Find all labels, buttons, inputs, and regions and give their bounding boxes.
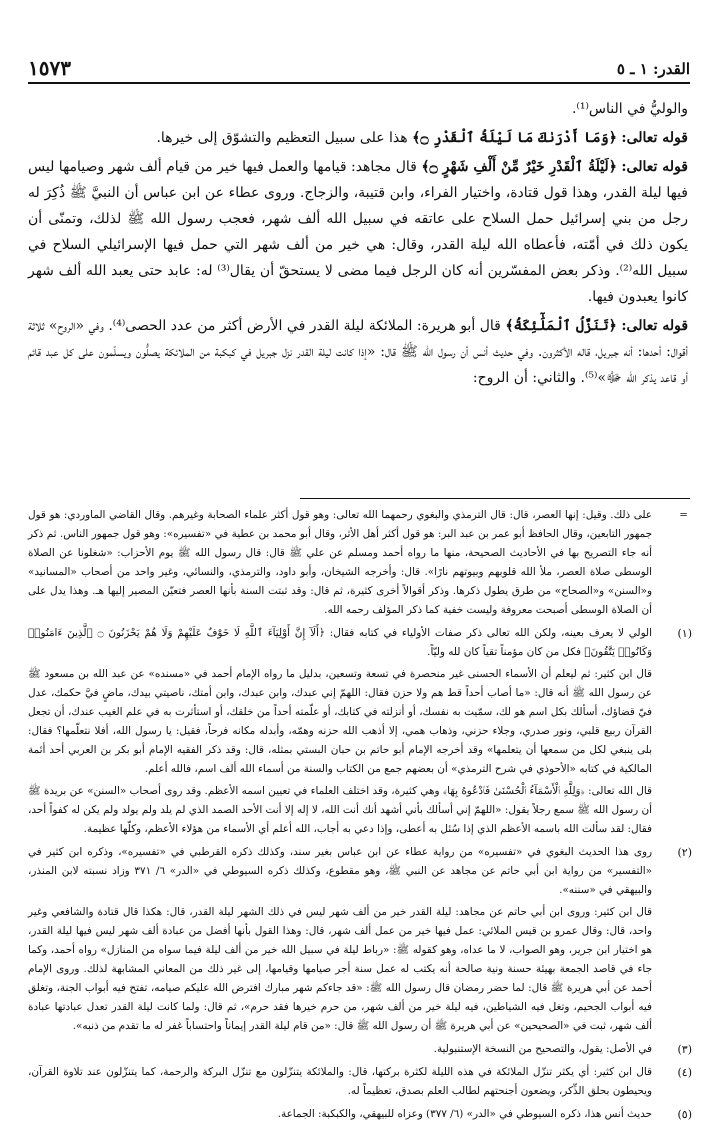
paragraph-0: والوليُّ في الناس⁽¹⁾.: [571, 101, 688, 117]
footnote-number: (٢): [677, 846, 692, 859]
footnote-1: (١) الولي لا يعرف بعينه، ولكن الله تعالى ذكر صفات الأولياء في كتابه فقال: ﴿أَلَآ إِنَّ أَوْلِيَآءَ ٱللَّهِ لَا خَوْفٌ عَلَيْهِمْ وَلَا هُمْ يَحْزَنُونَ ۝ ٱلَّذِينَ ءَامَنُوا۟ وَكَانُوا۟ يَتَّقُونَ﴾ فكل من كان مؤمناً تقياً كان لله وليّاً. قال ابن كثير: ثم ليعلم أن الأسماء الحسنى غير منحصرة في تسعة وتسعين، بدليل ما رواه الإمام أحمد في «مسنده» عن عبد الله بن مسعود ﷺ عن رسول الله ﷺ أنه قال: «ما أصاب أحداً قط هم ولا حزن فقال: اللهمّ إني عبدك، وابن عبدك، وابن أمتك، ناصيتي بيدك، ماضٍ فيَّ حكمك، عدل فيّ قضاؤك، أسألك بكل اسم هو لك، سمّيت به نفسك، أو أنزلته في كتابك، أو علّمته أحداً من خلقك، أو استأثرت به في علم الغيب عندك، أن تجعل القرآن ربيع قلبي، ونور صدري، وجلاء حزني، وذهاب همي، إلا أذهب الله حزنه وهمّه، وأبدله مكانه فرحاً، فقيل: يا رسول الله، أفلا نتعلّمها؟ فقال: بلى ينبغي لكل من سمعها أن يتعلمها» وقد أخرجه الإمام أبو حاتم بن حبان البستي بمثله، قال: وقد ذكر الفقيه الإمام أبو بكر بن العربي أحد أئمة المالكية في كتابه «الأحوذي في شرح الترمذي» أن بعضهم جمع من الكتاب والسنة من أسماء الله ألف اسم، فالله أعلم. قال الله تعالى: ﴿وَلِلَّهِ ٱلْأَسْمَآءُ ٱلْحُسْنَىٰ فَٱدْعُوهُ بِهَا﴾ وهي كثيرة، وقد اختلف العلماء في تعيين اسمه الأعظم. وقد روى أصحاب «السنن» عن بريدة ﷺ أن رسول الله ﷺ سمع رجلاً يقول: «اللهمّ إني أسألك بأني أشهد أنك أنت الله، لا إله إلا أنت الأحد الصمد الذي لم يلد ولم يولد ولم يكن له كفواً أحد، فقال: لقد سألت الله باسمه الأعظم الذي إذا سُئل به أعطى، وإذا دعي به أجاب، الله أعلم أي الأسماء من هؤلاء الأعظم، وكلّها عظيمة.: [28, 624, 692, 839]
commentary-text: قال أبو هريرة: الملائكة ليلة القدر في الأرض أكثر من عدد الحصى⁽⁴⁾. وفي «الروح» ثلاثة أقوال: أحدها: أنه جبريل، قاله الأكثرون. وفي حديث أنس أن رسول الله ﷺ قال: «إذا كانت ليلة القدر نزل جبريل في كبكبة من الملائكة يصلُّون ويسلّمون على كل عبد قائم أو قاعد يذكر الله ﷻ»⁽⁵⁾. والثاني: أن الروح:: [28, 318, 688, 386]
verse-quote: ﴿تَنَزَّلُ ٱلْمَلَٰٓئِكَةُ﴾: [505, 318, 617, 334]
paragraph-3: [28, 313, 688, 391]
paragraph-2: [28, 154, 688, 310]
footnote-continuation: = على ذلك. وقيل: إنها العصر، قال: قال الترمذي والبغوي رحمهما الله تعالى: وهو قول أكثر علماء الصحابة وغيرهم. وقال القاضي الماوردي: هو قول جمهور التابعين، وقال الحافظ أبو عمر بن عبد البر: هو قول أكثر أهل الأثر، وقال أبو محمد بن عطية في «تفسيره»: وهو قول جمهور الناس. ثم ذكر أنه جاء التصريح بها في الأحاديث الصحيحة، منها ما رواه أحمد ومسلم عن علي ﷺ قال: قال رسول الله ﷺ يوم الأحزاب: «شغلونا عن الصلاة الوسطى صلاة العصر، ملأ الله قلوبهم وبيوتهم نارًا». قال: وأخرجه الشيخان، وأبو داود، والترمذي، والنسائي، وغير واحد من أصحاب «المسانيد» و«السنن» و«الصحاح» من طرق يطول ذكرها. وذكر أقوالاً أخرى كثيرة، ثم قال: وقد ثبتت السنة بأنها العصر فتعيّن المصير إليها هـ. وهذا يدل على أن الصلاة الوسطى أصبحت معروفة وليست خفية كما ذكر المؤلف رحمه الله.: [28, 509, 688, 616]
footnote-number: (٥): [677, 1108, 692, 1121]
verse-label: قوله تعالى:: [621, 318, 689, 334]
header-rule: [28, 82, 690, 84]
footnote-number: (٣): [677, 1043, 692, 1056]
main-text: [28, 96, 688, 394]
footnote-4: (٤) قال ابن كثير: أي يكثر تنزّل الملائكة في هذه الليلة لكثرة بركتها، قال: والملائكة يتنزّلون مع تنزّل البركة والرحمة، كما يتنزّلون عند تلاوة القرآن، ويحيطون بحلق الذِّكر، ويضعون أجنحتهم لطالب العلم بصدق، تعظيماً له.: [28, 1063, 692, 1101]
footnote-3: (٣) في الأصل: يقول، والتصحيح من النسخة الإستنبولية.: [28, 1040, 692, 1059]
commentary-text: هذا على سبيل التعظيم والتشوّق إلى خيرها.: [156, 130, 408, 146]
verse-quote: ﴿وَمَا أَدْرَىٰكَ مَا لَيْلَةُ ٱلْقَدْرِ ۝﴾: [412, 130, 617, 146]
footnote-number: (٤): [677, 1066, 692, 1079]
running-header: [28, 52, 690, 82]
footnote-2: (٢) روى هذا الحديث البغوي في «تفسيره» من رواية عطاء عن ابن عباس بغير سند، وكذلك ذكره القرطبي في «تفسيره»، وذكره ابن كثير في «التفسير» من رواية ابن أبي حاتم عن مجاهد عن النبي ﷺ، وهو مقطوع، وكذلك ذكره السيوطي في «الدر» ٦/ ٣٧١ وزاد نسبته لابن المنذر، والبيهقي في «سننه». قال ابن كثير: وروى ابن أبي حاتم عن مجاهد: ليلة القدر خير من ألف شهر ليس في ذلك الشهر ليلة القدر، قال: هكذا قال قتادة والشافعي وغير واحد، قال: وقال عمرو بن قيس الملائي: عمل فيها خير من عمل ألف شهر، قال: وهذا القول بأنها أفضل من عبادة ألف شهر ليس فيها ليلة القدر، هو اختيار ابن جرير، وهو الصواب، لا ما عداه، وهو كقوله ﷺ: «رباط ليلة في سبيل الله خير من ألف ليلة فيما سواه من المنازل» رواه أحمد، وكما جاء في قاصد الجمعة بهيئة حسنة ونية صالحة أنه يكتب له عمل سنة أجر صيامها وقيامها، إلى غير ذلك من المعاني المشابهة لذلك. وروى الإمام أحمد عن أبي هريرة ﷺ قال: لما حضر رمضان قال رسول الله ﷺ: «قد جاءكم شهر مبارك افترض الله عليكم صيامه، تفتح فيه أبواب الجنة، وتغلق فيه أبواب الجحيم، وتغل فيه الشياطين، فيه ليلة خير من ألف شهر، من حرم خيرها فقد حرم»، ثم قال: ولما كانت ليلة القدر تعدل عبادتها عبادة ألف شهر، ثبت في «الصحيحين» عن أبي هريرة ﷺ أن رسول الله ﷺ قال: «من قام ليلة القدر إيماناً واحتساباً غفر له ما تقدم من ذنبه».: [28, 843, 692, 1036]
verse-quote: ﴿لَيْلَةُ ٱلْقَدْرِ خَيْرٌ مِّنْ أَلْفِ شَهْرٍ ۝﴾: [421, 159, 617, 175]
page-number: ١٥٧٣: [28, 56, 71, 80]
footnotes: [28, 506, 692, 1128]
verse-label: قوله تعالى:: [621, 159, 689, 175]
footnote-5: (٥) حديث أنس هذا، ذكره السيوطي في «الدر» (٦/ ٣٧٧) وعزاه للبيهقي، والكبكبة: الجماعة.: [28, 1105, 692, 1124]
verse-label: قوله تعالى:: [621, 130, 688, 146]
paragraph-1: [28, 125, 688, 151]
footnote-number: (١): [677, 627, 692, 640]
footnote-separator: [300, 498, 690, 499]
sura-reference: القدر: ١ ـ ٥: [616, 60, 690, 78]
commentary-text: قال مجاهد: قيامها والعمل فيها خير من قيام ألف شهر وصيامها ليس فيها ليلة القدر، وهذا قول قتادة، واختيار الفراء، وابن قتيبة، والزجاج. وروى عطاء عن ابن عباس أن النبيَّ ﷺ ذُكِرَ له رجل من بني إسرائيل حمل السلاح على عاتقه في سبيل الله ألف شهر، فعجب رسول الله ﷺ لذلك، وتمنّى أن يكون ذلك في أمّته، فأعطاه الله ليلة القدر، وقال: هي خير من ألف شهر التي حمل فيها الإسرائيلي السلاح في سبيل الله⁽²⁾. وذكر بعض المفسّرين أنه كان الرجل فيما مضى لا يستحقّ أن يقال⁽³⁾ له: عابد حتى يعبد الله ألف شهر كانوا يعبدون فيها.: [28, 159, 688, 305]
